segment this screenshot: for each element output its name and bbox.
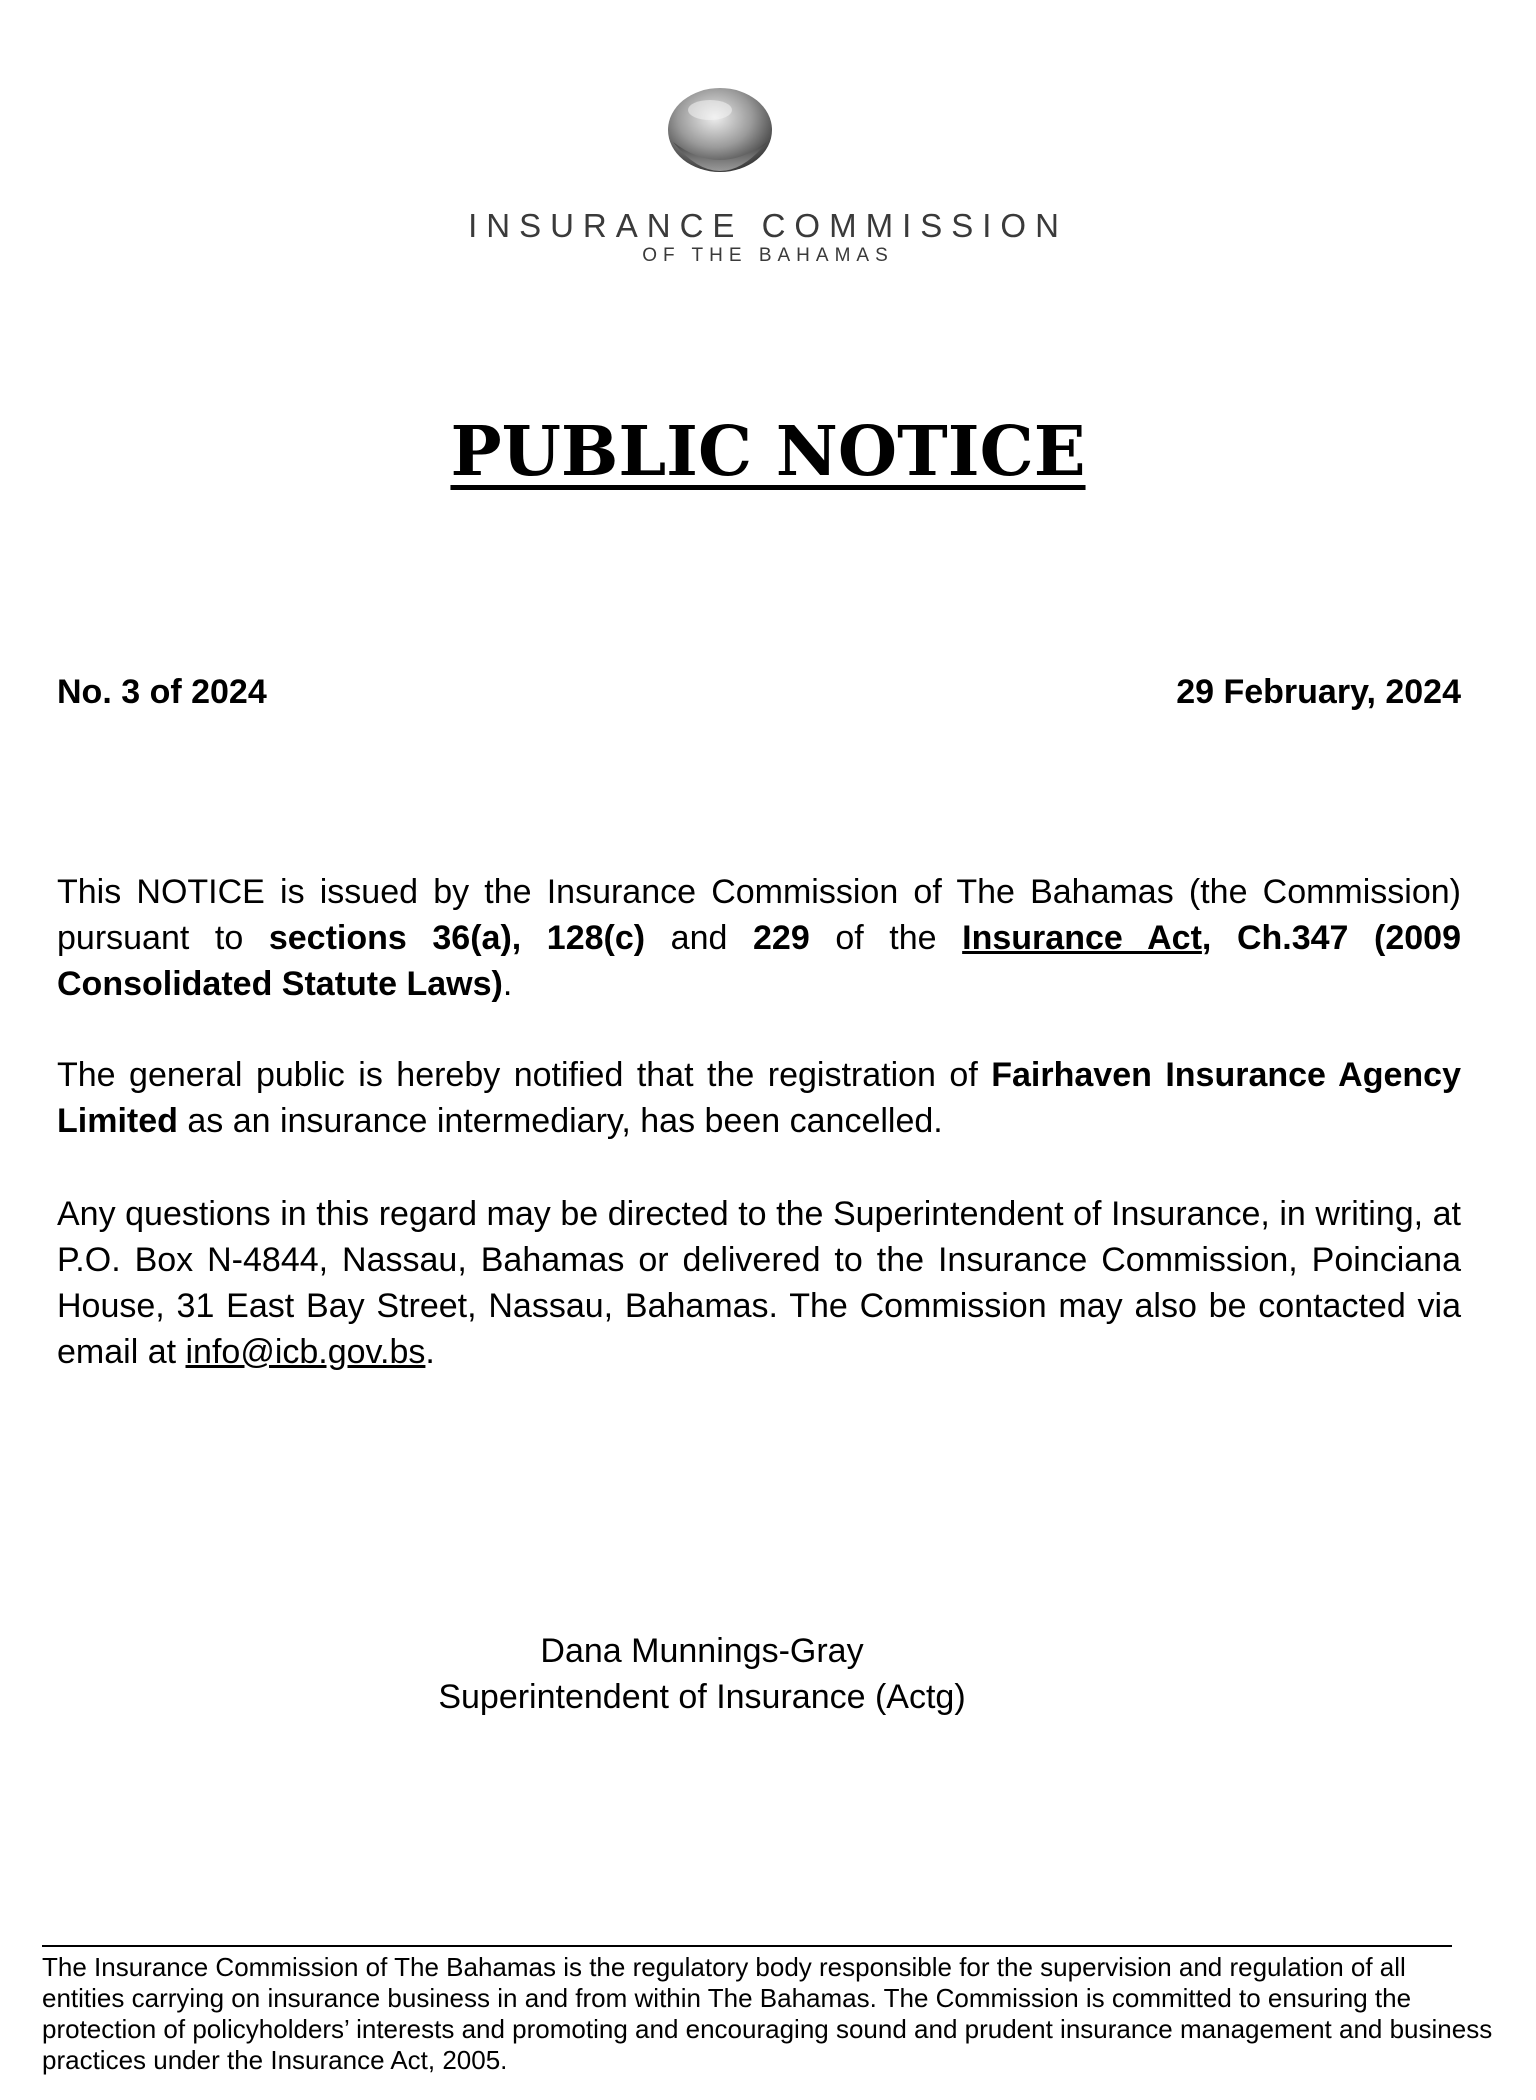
act-comma: ,: [1201, 919, 1212, 957]
section-reference: 229: [753, 919, 810, 957]
notice-date: 29 February, 2024: [1176, 673, 1461, 711]
page-title-text: PUBLIC NOTICE: [450, 412, 1086, 492]
footer-statement: The Insurance Commission of The Bahamas is the regulatory body responsible for the supervision and regulation of all entities carrying on insurance business in and from within The Bahamas. The Commission is committed to ensuring the protection of policyholders’ interests and promoting and encouraging sound and prudent insurance management and business practices under the Insurance Act, 2005.: [42, 1952, 1493, 2075]
commission-logo: [0, 80, 1536, 270]
paragraph-text: of the: [809, 919, 963, 957]
footer-divider: [42, 1945, 1452, 1947]
logo-text-primary: INSURANCE COMMISSION: [468, 207, 1068, 244]
signatory-position: Superintendent of Insurance (Actg): [438, 1678, 966, 1716]
signatory-name: Dana Munnings-Gray: [540, 1632, 864, 1670]
notice-number: No. 3 of 2024: [57, 673, 267, 711]
page-title: [0, 412, 1536, 492]
signature-block: [0, 1628, 1404, 1720]
act-name: Insurance Act: [962, 919, 1202, 957]
paragraph-text: Any questions in this regard may be directed to the Superintendent of Insurance, in writing, at P.O. Box N-4844, Nassau, Bahamas or delivered to the Insurance Commission, Poinciana House, 31 East Bay Street, Nassau, Bahamas. The Commission may also be contacted via email at: [57, 1195, 1461, 1371]
logo-emblem-icon: [665, 80, 775, 200]
paragraph-text: and: [645, 919, 754, 957]
paragraph-authority: [57, 869, 1461, 1007]
logo-text-secondary: OF THE BAHAMAS: [642, 245, 894, 266]
paragraph-text: .: [502, 965, 513, 1003]
company-name: Fairhaven Insurance Agency Limited: [57, 1056, 1461, 1140]
paragraph-contact: [57, 1191, 1461, 1375]
paragraph-text: The general public is hereby notified that the registration of: [57, 1056, 992, 1094]
paragraph-text: .: [425, 1333, 435, 1371]
act-reference: Ch.347 (2009 Consolidated Statute Laws): [57, 919, 1462, 1003]
email-link[interactable]: info@icb.gov.bs: [185, 1333, 426, 1371]
paragraph-text: as an insurance intermediary, has been cancelled.: [177, 1102, 943, 1140]
paragraph-text: This NOTICE is issued by the Insurance Commission of The Bahamas (the Commission) pursuant to: [57, 873, 1461, 957]
sections-reference: sections 36(a), 128(c): [268, 919, 646, 957]
paragraph-cancellation: [57, 1052, 1461, 1144]
